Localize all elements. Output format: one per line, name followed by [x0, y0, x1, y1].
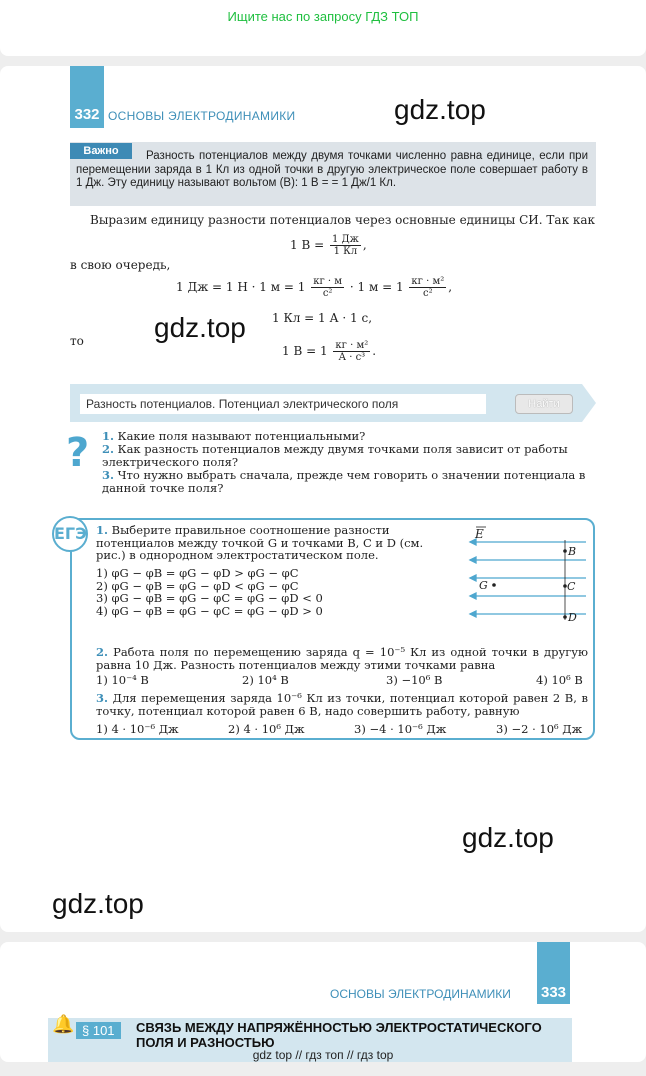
denominator: с² [423, 288, 433, 299]
denominator: А · с³ [338, 352, 366, 363]
question-number: 1. [102, 429, 115, 443]
fraction [330, 234, 361, 257]
answer-option[interactable]: 3) −10⁶ В [386, 673, 443, 687]
paragraph-2: в свою очередь, [70, 258, 171, 272]
fraction [333, 340, 370, 363]
test-question: Выберите правильное соотношение разности потенциалов между точкой G и точками B, C и D (см. рис.) в однородном электростатическом поле. [96, 523, 424, 562]
answer-option[interactable]: 4) 10⁶ В [536, 673, 583, 687]
bell-icon: 🔔 [52, 1014, 75, 1035]
denominator: 1 Кл [333, 246, 358, 257]
punct: , [448, 280, 453, 294]
formula-1-left: 1 В = [290, 238, 325, 252]
answer-option[interactable]: 1) 10⁻⁴ В [96, 673, 149, 687]
label-b: B [568, 545, 577, 558]
punct: , [362, 238, 367, 252]
section-title: ОСНОВЫ ЭЛЕКТРОДИНАМИКИ [330, 987, 511, 1001]
paragraph-3: то [70, 334, 84, 348]
question-number: 3. [102, 468, 115, 482]
answer-option[interactable]: 2) 4 · 10⁶ Дж [228, 722, 305, 736]
search-button[interactable]: Найти [515, 394, 573, 414]
test-1-options [96, 567, 356, 617]
page-333 [0, 942, 646, 1062]
answer-option[interactable]: 3) φG − φB = φG − φC = φG − φD < 0 [96, 591, 323, 605]
page-332 [0, 66, 646, 932]
watermark: gdz.top [154, 312, 246, 343]
test-number: 1. [96, 523, 109, 537]
answer-option[interactable]: 4) φG − φB = φG − φC = φG − φD > 0 [96, 603, 323, 618]
section-title: ОСНОВЫ ЭЛЕКТРОДИНАМИКИ [108, 109, 296, 123]
page-number: 333 [540, 984, 567, 1001]
label-g: G [479, 579, 488, 592]
question-text: Какие поля называют потенциальными? [117, 429, 366, 443]
numerator: кг · м² [411, 276, 445, 287]
paragraph-1: Выразим единицу разности потенциалов через основные единицы СИ. Так как [90, 213, 596, 227]
question-mark-icon: ? [66, 430, 90, 476]
formula-2-part: · 1 м = 1 [349, 280, 404, 294]
search-bar-arrow [582, 384, 596, 422]
formula-3: 1 Кл = 1 А · 1 с, [272, 311, 373, 325]
question-text: Что нужно выбрать сначала, прежде чем говорить о значении потенциала в данной точке поля? [102, 468, 586, 495]
denominator: с² [322, 288, 333, 299]
formula-1 [290, 234, 367, 257]
label-c: C [567, 580, 576, 593]
question-text: Как разность потенциалов между двумя точками поля зависит от работы электрического поля? [102, 442, 568, 469]
answer-option[interactable]: 2) φG − φB = φG − φD < φG − φC [96, 578, 299, 593]
page-number: 332 [74, 106, 100, 123]
formula-4-left: 1 В = 1 [282, 344, 328, 358]
bottom-banner[interactable]: gdz top // гдз топ // гдз top [252, 1048, 394, 1062]
formula-4 [282, 340, 376, 363]
question-number: 2. [102, 442, 115, 456]
watermark: gdz.top [394, 94, 486, 125]
test-2-text [96, 646, 588, 671]
test-1-text [96, 524, 454, 562]
answer-option[interactable]: 1) 4 · 10⁻⁶ Дж [96, 722, 179, 736]
answer-option[interactable]: 2) 10⁴ В [242, 673, 289, 687]
watermark: gdz.top [462, 822, 554, 853]
watermark: gdz.top [52, 888, 144, 919]
list-item [102, 469, 596, 495]
important-text: Разность потенциалов между двумя точками численно равна единице, если при перемещении заряда в 1 Кл из одной точки в другую электрическое поле совершает работу в 1 Дж. Эту единицу называют вольтом (В): 1 В = = 1 Дж/1 Кл. [76, 150, 588, 189]
answer-option[interactable]: 3) −2 · 10⁶ Дж [496, 722, 583, 736]
formula-2 [176, 276, 452, 299]
question-list [102, 430, 596, 495]
numerator: 1 Дж [331, 234, 359, 245]
field-diagram [466, 526, 588, 632]
paragraph-heading: СВЯЗЬ МЕЖДУ НАПРЯЖЁННОСТЬЮ ЭЛЕКТРОСТАТИЧЕСКОГО ПОЛЯ И РАЗНОСТЬЮ [136, 1020, 542, 1050]
top-banner[interactable]: Ищите нас по запросу ГДЗ ТОП [227, 9, 419, 24]
important-badge: Важно [70, 143, 132, 159]
test-3-text [96, 692, 588, 717]
fraction [409, 276, 446, 299]
punct: . [372, 344, 377, 358]
fraction [311, 276, 344, 299]
list-item [102, 443, 596, 469]
label-d: D [568, 611, 577, 624]
answer-option[interactable]: 3) −4 · 10⁻⁶ Дж [354, 722, 447, 736]
paragraph-number: § 101 [76, 1022, 121, 1039]
formula-2-part: 1 Дж = 1 Н · 1 м = 1 [176, 280, 306, 294]
exam-icon: ЕГЭ [52, 516, 88, 552]
search-input[interactable] [80, 394, 486, 414]
label-e: E [475, 527, 484, 541]
numerator: кг · м² [335, 340, 369, 351]
test-number: 3. [96, 691, 109, 705]
test-question: Работа поля по перемещению заряда q = 10⁻⁵ Кл из одной точки в другую равна 10 Дж. Разность потенциалов между этими точками равна [96, 645, 589, 672]
test-question: Для перемещения заряда 10⁻⁶ Кл из точки, потенциал которой равен 2 В, в точку, потенциал которой равен 6 В, надо совершить работу, равную [96, 691, 588, 718]
numerator: кг · м [313, 276, 343, 287]
test-number: 2. [96, 645, 109, 659]
answer-option[interactable]: 1) φG − φB = φG − φD > φG − φC [96, 566, 299, 580]
